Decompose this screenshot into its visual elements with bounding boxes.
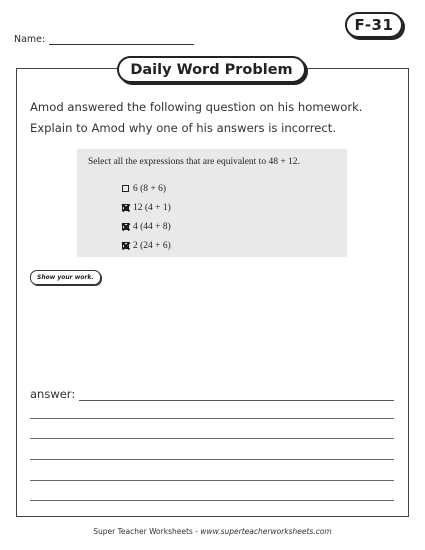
writing-line[interactable] bbox=[30, 500, 394, 501]
checked-box-icon bbox=[122, 204, 129, 211]
worksheet-title: Daily Word Problem bbox=[117, 56, 306, 83]
name-field-row bbox=[14, 34, 194, 45]
writing-line[interactable] bbox=[30, 418, 394, 419]
writing-line[interactable] bbox=[30, 480, 394, 481]
name-label: Name: bbox=[14, 34, 46, 45]
answer-options bbox=[122, 179, 171, 255]
option-label: 12 (4 + 1) bbox=[133, 202, 171, 213]
show-your-work-label: Show your work. bbox=[30, 270, 101, 285]
option-label: 6 (8 + 6) bbox=[133, 183, 167, 194]
footer bbox=[0, 527, 425, 536]
homework-question-box bbox=[77, 149, 347, 257]
option-label: 2 (24 + 6) bbox=[133, 240, 171, 251]
answer-label: answer: bbox=[30, 387, 76, 401]
worksheet-code-badge: F-31 bbox=[345, 12, 403, 38]
checked-box-icon bbox=[122, 242, 129, 249]
option-row bbox=[122, 217, 171, 236]
checkbox-icon bbox=[122, 185, 129, 192]
option-row bbox=[122, 198, 171, 217]
prompt-line-2: Explain to Amod why one of his answers is incorrect. bbox=[30, 121, 337, 135]
footer-url[interactable]: www.superteacherworksheets.com bbox=[200, 527, 332, 536]
answer-row bbox=[30, 387, 394, 401]
name-input-line[interactable] bbox=[49, 34, 194, 45]
problem-prompt bbox=[30, 97, 400, 139]
option-row bbox=[122, 179, 171, 198]
prompt-line-1: Amod answered the following question on his homework. bbox=[30, 100, 363, 114]
answer-input-line[interactable] bbox=[79, 388, 394, 401]
option-label: 4 (44 + 8) bbox=[133, 221, 171, 232]
option-row bbox=[122, 236, 171, 255]
writing-line[interactable] bbox=[30, 438, 394, 439]
writing-line[interactable] bbox=[30, 459, 394, 460]
checked-box-icon bbox=[122, 223, 129, 230]
footer-brand: Super Teacher Worksheets - bbox=[93, 527, 201, 536]
question-text: Select all the expressions that are equivalent to 48 + 12. bbox=[88, 157, 300, 167]
